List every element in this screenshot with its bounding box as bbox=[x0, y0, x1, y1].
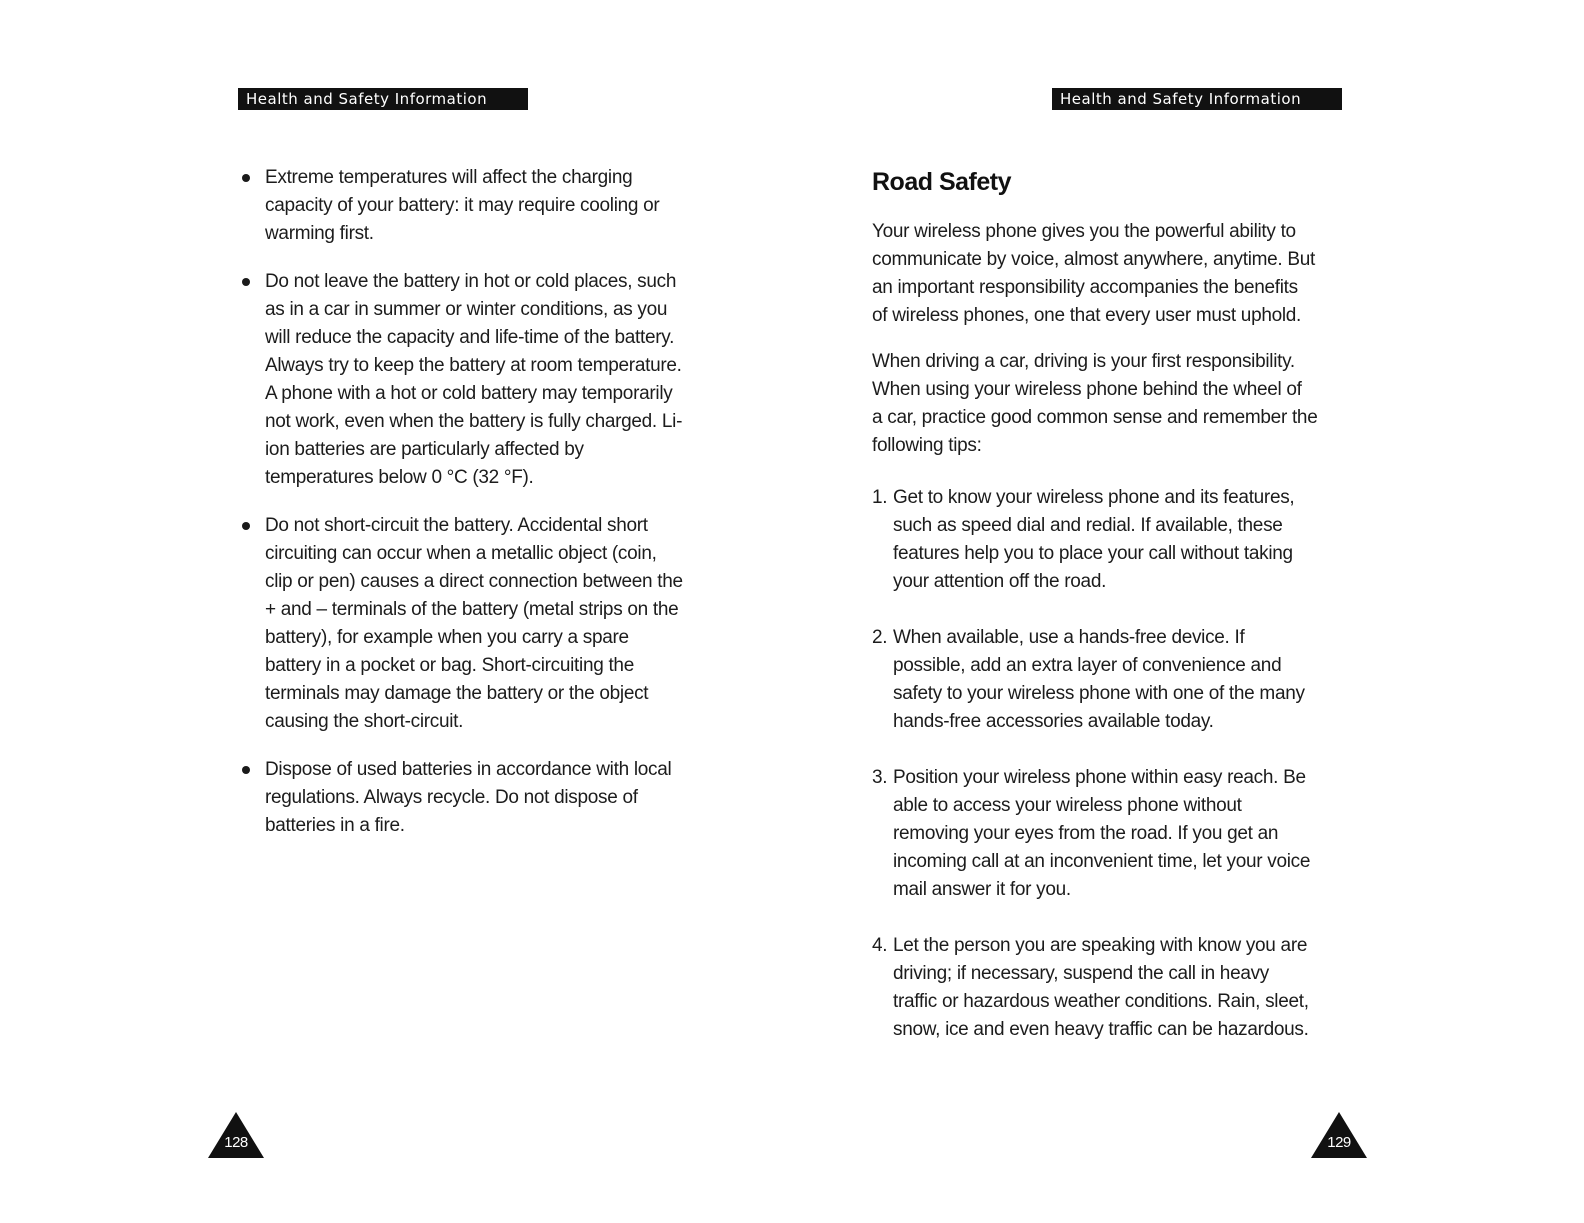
bullet-line: as in a car in summer or winter conditions, as you bbox=[265, 299, 668, 320]
paragraph-line: Your wireless phone gives you the powerful ability to bbox=[872, 221, 1296, 242]
page-header-left: Health and Safety Information bbox=[238, 88, 528, 110]
paragraph-line: an important responsibility accompanies the benefits bbox=[872, 277, 1298, 298]
bullet-line: A phone with a hot or cold battery may temporarily bbox=[265, 383, 673, 404]
tip-item bbox=[872, 484, 1352, 596]
battery-bullet-list bbox=[240, 164, 710, 860]
bullet-dot-icon bbox=[242, 522, 250, 530]
intro-paragraph bbox=[872, 348, 1352, 460]
tip-line: mail answer it for you. bbox=[893, 879, 1071, 900]
tip-item bbox=[872, 764, 1352, 904]
tip-number: 3. bbox=[872, 767, 888, 788]
bullet-item bbox=[240, 164, 710, 248]
paragraph-line: When using your wireless phone behind the wheel of bbox=[872, 379, 1302, 400]
page-number-left bbox=[208, 1112, 264, 1158]
bullet-line: clip or pen) causes a direct connection between the bbox=[265, 571, 683, 592]
bullet-line: regulations. Always recycle. Do not dispose of bbox=[265, 787, 638, 808]
tip-line: snow, ice and even heavy traffic can be hazardous. bbox=[893, 1019, 1309, 1040]
paragraph-line: communicate by voice, almost anywhere, anytime. But bbox=[872, 249, 1316, 270]
section-title: Road Safety bbox=[872, 168, 1011, 196]
tip-number: 4. bbox=[872, 935, 888, 956]
tip-line: your attention off the road. bbox=[893, 571, 1107, 592]
tip-line: Position your wireless phone within easy reach. Be bbox=[893, 767, 1306, 788]
tip-number: 2. bbox=[872, 627, 888, 648]
tip-line: When available, use a hands-free device. If bbox=[893, 627, 1245, 648]
bullet-line: Always try to keep the battery at room temperature. bbox=[265, 355, 682, 376]
bullet-line: Do not short-circuit the battery. Accidental short bbox=[265, 515, 648, 536]
bullet-dot-icon bbox=[242, 174, 250, 182]
tip-line: hands-free accessories available today. bbox=[893, 711, 1214, 732]
bullet-line: circuiting can occur when a metallic object (coin, bbox=[265, 543, 657, 564]
page-number-right bbox=[1311, 1112, 1367, 1158]
bullet-line: not work, even when the battery is fully charged. Li- bbox=[265, 411, 683, 432]
tip-item bbox=[872, 932, 1352, 1044]
bullet-line: battery in a pocket or bag. Short-circuiting the bbox=[265, 655, 634, 676]
tips-list bbox=[872, 484, 1352, 1044]
tip-line: safety to your wireless phone with one of the many bbox=[893, 683, 1305, 704]
paragraph-line: a car, practice good common sense and remember the bbox=[872, 407, 1318, 428]
paragraph-line: following tips: bbox=[872, 435, 982, 456]
page-number-text: 129 bbox=[1327, 1134, 1351, 1151]
right-page bbox=[792, 0, 1584, 1223]
tip-line: such as speed dial and redial. If available, these bbox=[893, 515, 1283, 536]
bullet-item bbox=[240, 756, 710, 840]
tip-line: able to access your wireless phone without bbox=[893, 795, 1242, 816]
paragraph-line: of wireless phones, one that every user must uphold. bbox=[872, 305, 1302, 326]
tip-line: incoming call at an inconvenient time, let your voice bbox=[893, 851, 1311, 872]
road-safety-content bbox=[872, 218, 1352, 1072]
bullet-line: temperatures below 0 °C (32 °F). bbox=[265, 467, 534, 488]
tip-line: Let the person you are speaking with know you are bbox=[893, 935, 1308, 956]
bullet-line: Extreme temperatures will affect the charging bbox=[265, 167, 633, 188]
page-number-text: 128 bbox=[224, 1134, 248, 1151]
bullet-item bbox=[240, 268, 710, 492]
tip-line: driving; if necessary, suspend the call in heavy bbox=[893, 963, 1270, 984]
bullet-line: battery), for example when you carry a spare bbox=[265, 627, 629, 648]
bullet-line: causing the short-circuit. bbox=[265, 711, 464, 732]
bullet-dot-icon bbox=[242, 278, 250, 286]
tip-number: 1. bbox=[872, 487, 888, 508]
page-header-right: Health and Safety Information bbox=[1052, 88, 1342, 110]
bullet-line: Dispose of used batteries in accordance with local bbox=[265, 759, 672, 780]
tip-item bbox=[872, 624, 1352, 736]
bullet-dot-icon bbox=[242, 766, 250, 774]
bullet-line: batteries in a fire. bbox=[265, 815, 405, 836]
intro-paragraph bbox=[872, 218, 1352, 330]
bullet-line: warming first. bbox=[265, 223, 374, 244]
bullet-item bbox=[240, 512, 710, 736]
tip-line: Get to know your wireless phone and its features, bbox=[893, 487, 1295, 508]
bullet-line: ion batteries are particularly affected by bbox=[265, 439, 584, 460]
tip-line: features help you to place your call without taking bbox=[893, 543, 1293, 564]
tip-line: removing your eyes from the road. If you get an bbox=[893, 823, 1279, 844]
bullet-line: + and – terminals of the battery (metal strips on the bbox=[265, 599, 679, 620]
bullet-line: terminals may damage the battery or the object bbox=[265, 683, 649, 704]
bullet-line: capacity of your battery: it may require cooling or bbox=[265, 195, 660, 216]
bullet-line: will reduce the capacity and life-time of the battery. bbox=[265, 327, 675, 348]
bullet-line: Do not leave the battery in hot or cold places, such bbox=[265, 271, 677, 292]
tip-line: traffic or hazardous weather conditions. Rain, sleet, bbox=[893, 991, 1309, 1012]
tip-line: possible, add an extra layer of convenience and bbox=[893, 655, 1282, 676]
paragraph-line: When driving a car, driving is your first responsibility. bbox=[872, 351, 1295, 372]
